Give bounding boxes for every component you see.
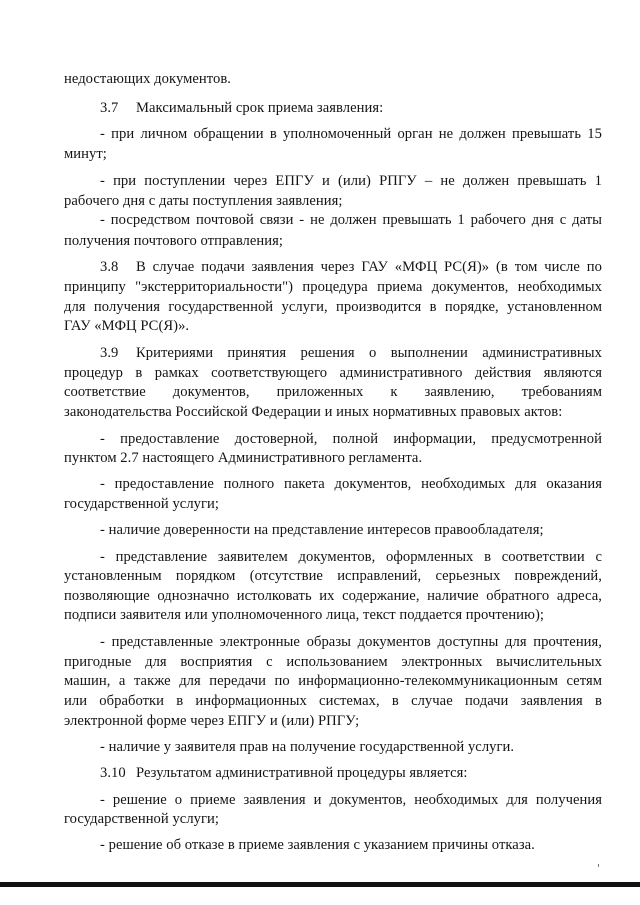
scan-speck [598, 864, 599, 867]
text-line: электронной форме через ЕПГУ и (или) РПГУ; [64, 713, 360, 729]
text-line: - при личном обращении в уполномоченный орган не должен превышать 15 [100, 126, 602, 142]
section-heading-3-8 [100, 259, 602, 276]
text-line: государственной услуги; [64, 811, 220, 827]
text-line: или обработки в информационных системах, в случае подачи заявления в [64, 693, 602, 709]
text-line: соответствие документов, приложенных к заявлению, требованиям [64, 384, 602, 400]
section-number: 3.7 [100, 100, 119, 116]
text-line: для получения государственной услуги, производится в порядке, установленном [64, 299, 602, 315]
text-line: Максимальный срок приема заявления: [136, 100, 384, 116]
text-line: Результатом административной процедуры является: [136, 765, 468, 781]
section-number: 3.8 [100, 259, 119, 275]
text-line: - решение об отказе в приеме заявления с указанием причины отказа. [100, 837, 535, 853]
section-number: 3.9 [100, 345, 119, 361]
text-line: машин, а также для передачи по информационно-телекоммуникационным сетям [64, 673, 602, 689]
text-line: государственной услуги; [64, 496, 220, 512]
text-line: позволяющие однозначно истолковать их содержание, наличие обратного адреса, [64, 588, 602, 604]
text-line: - при поступлении через ЕПГУ и (или) РПГУ – не должен превышать 1 [100, 173, 602, 189]
text-line: процедур в рамках соответствующего административного действия являются [64, 365, 602, 381]
text-line: пунктом 2.7 настоящего Административного регламента. [64, 450, 423, 466]
section-heading-3-7 [100, 100, 602, 117]
text-line: рабочего дня с даты поступления заявления; [64, 193, 343, 209]
text-line: - посредством почтовой связи - не должен превышать 1 рабочего дня с даты [100, 212, 602, 228]
text-line: пригодные для восприятия с использованием электронных вычислительных [64, 654, 602, 670]
text-line: подписи заявителя или уполномоченного лица, текст поддается прочтению); [64, 607, 545, 623]
text-line: - представление заявителем документов, оформленных в соответствии с [100, 549, 602, 565]
text-line: ГАУ «МФЦ РС(Я)». [64, 318, 190, 334]
text-line: - наличие доверенности на представление интересов правообладателя; [100, 522, 544, 538]
text-line: недостающих документов. [64, 71, 231, 87]
text-line: законодательства Российской Федерации и иных нормативных правовых актов: [64, 404, 563, 420]
text-line: установленным порядком (отсутствие исправлений, серьезных повреждений, [64, 568, 602, 584]
section-heading-3-10 [100, 765, 602, 782]
text-line: В случае подачи заявления через ГАУ «МФЦ РС(Я)» (в том числе по [136, 259, 602, 275]
text-line: получения почтового отправления; [64, 233, 284, 249]
text-line: - наличие у заявителя прав на получение государственной услуги. [100, 739, 515, 755]
section-number: 3.10 [100, 765, 126, 781]
text-line: - предоставление достоверной, полной информации, предусмотренной [100, 431, 602, 447]
section-heading-3-9 [100, 345, 602, 362]
scan-bottom-edge [0, 882, 640, 887]
text-line: Критериями принятия решения о выполнении административных [136, 345, 602, 361]
text-line: принципу "экстерриториальности") процедура приема документов, необходимых [64, 279, 602, 295]
text-line: - представленные электронные образы документов доступны для прочтения, [100, 634, 602, 650]
text-line: минут; [64, 146, 107, 162]
text-line: - предоставление полного пакета документов, необходимых для оказания [100, 476, 602, 492]
text-line: - решение о приеме заявления и документов, необходимых для получения [100, 792, 602, 808]
